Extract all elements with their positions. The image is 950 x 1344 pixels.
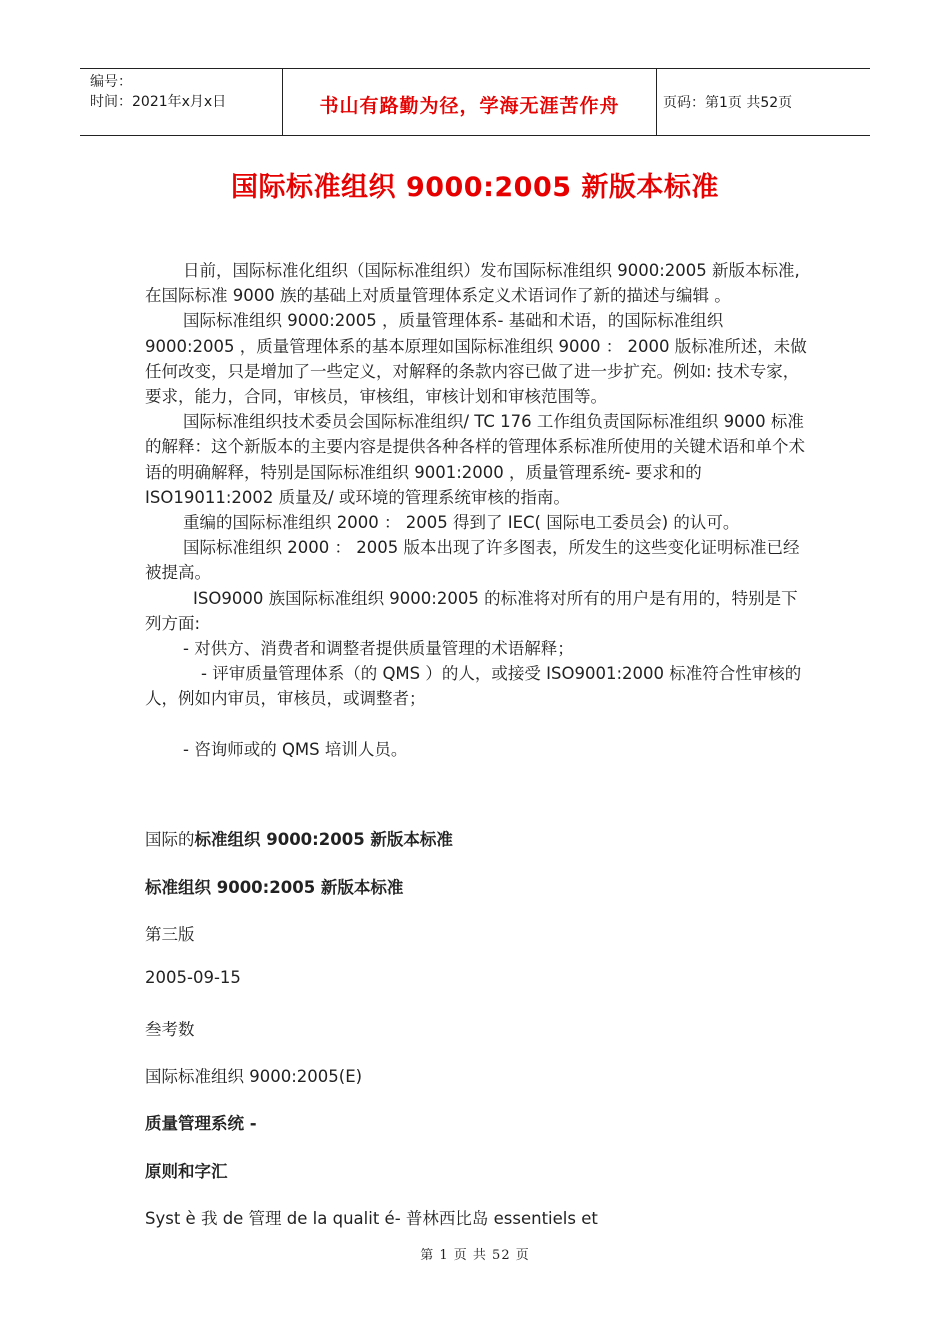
line-principles: 原则和字汇 [145, 1162, 228, 1181]
document-date: 时间：2021年x月x日 [90, 94, 227, 110]
document-number-label: 编号： [90, 74, 132, 90]
line-intl-prefix: 国际的 [145, 830, 195, 849]
line-intl-standard [145, 826, 453, 850]
page-header [80, 68, 870, 136]
header-motto: 书山有路勤为径，学海无涯苦作舟 [282, 69, 657, 135]
paragraph-iec: 重编的国际标准组织 2000 ： 2005 得到了 IEC( 国际电工委员会) 的认可。 [183, 513, 740, 533]
header-meta [80, 69, 282, 135]
document-title: 国际标准组织 9000:2005 新版本标准 [231, 172, 719, 203]
paragraph-definitions: 国际标准组织 9000:2005 ，质量管理体系- 基础和术语，的国际标准组织 9000:2005 ，质量管理体系的基本原理如国际标准组织 9000 ： 2000 版标准所述，未做任何改变，只是增加了一些定义，对解释的条款内容已做了进一步扩充。例如: 技术专家，要求，能力，合同，审核员，审核组，审核计划和审核范围等。 [145, 311, 807, 407]
bullet-item: - 评审质量管理体系（的 QMS ）的人，或接受 ISO9001:2000 标准符合性审核的人，例如内审员，审核员，或调整者； [145, 664, 802, 709]
bullet-item: - 咨询师或的 QMS 培训人员。 [183, 739, 408, 759]
paragraph-charts: 国际标准组织 2000 ： 2005 版本出现了许多图表，所发生的这些变化证明标准已经被提高。 [145, 538, 800, 583]
line-edition: 第三版 [145, 925, 195, 944]
line-standard-name: 标准组织 9000:2005 新版本标准 [145, 878, 404, 897]
line-qms: 质量管理系统 - [145, 1114, 257, 1133]
line-french-title: Syst è 我 de 管理 de la qualit é- 普林西比岛 essentiels et [145, 1209, 598, 1228]
line-intl-bold: 标准组织 9000:2005 新版本标准 [194, 830, 453, 849]
line-reference: 叁考数 [145, 1020, 195, 1039]
line-date: 2005-09-15 [145, 968, 241, 987]
paragraph-intro: 日前，国际标准化组织（国际标准组织）发布国际标准组织 9000:2005 新版本标准, 在国际标准 9000 族的基础上对质量管理体系定义术语词作了新的描述与编辑 。 [145, 261, 800, 306]
page-footer: 第 1 页 共 52 页 [420, 1248, 530, 1263]
bullet-item: - 对供方、消费者和调整者提供质量管理的术语解释； [183, 639, 574, 659]
paragraph-users: ISO9000 族国际标准组织 9000:2005 的标准将对所有的用户是有用的，特别是下列方面: [145, 588, 798, 633]
line-standard-code: 国际标准组织 9000:2005(E) [145, 1067, 363, 1086]
paragraph-committee: 国际标准组织技术委员会国际标准组织/ TC 176 工作组负责国际标准组织 9000 标准的解释：这个新版本的主要内容是提供各种各样的管理体系标准所使用的关键术语和单个术语的明确解释，特别是国际标准组织 9001:2000 ，质量管理系统- 要求和的 ISO19011:2002 质量及/ 或环境的管理系统审核的指南。 [145, 412, 805, 507]
body-text [145, 258, 810, 762]
header-page-info: 页码：第1页 共52页 [663, 95, 793, 111]
